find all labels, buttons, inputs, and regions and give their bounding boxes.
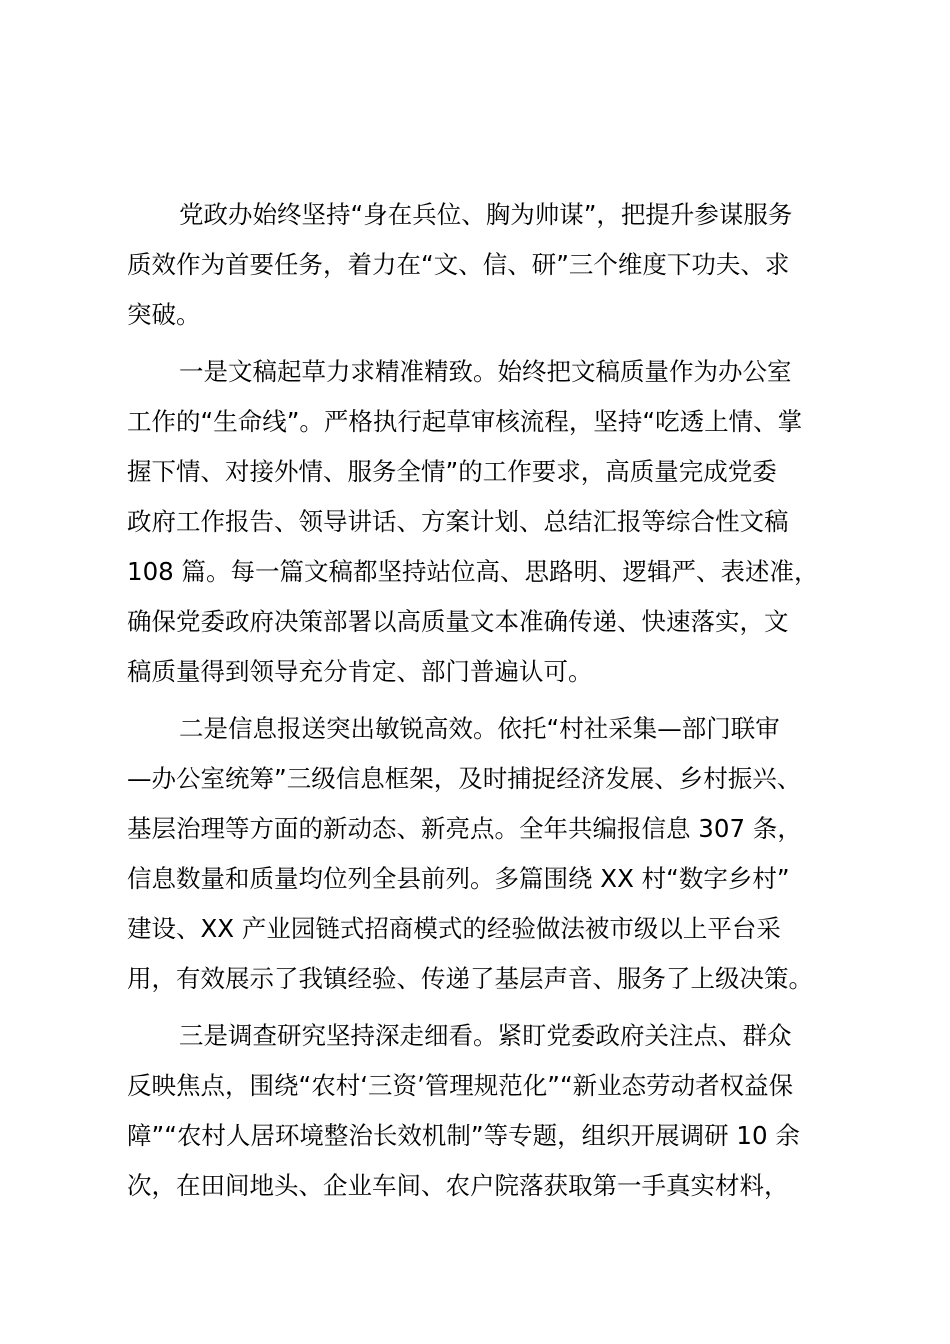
text-line: 二是信息报送突出敏锐高效。依托“村社采集—部门联审	[179, 714, 780, 743]
paragraph-information	[127, 704, 847, 1004]
text-line: 政府工作报告、领导讲话、方案计划、总结汇报等综合性文稿	[127, 507, 789, 536]
text-line: 信息数量和质量均位列全县前列。多篇围绕 XX 村“数字乡村”	[127, 864, 790, 893]
text-line: 质效作为首要任务，着力在“文、信、研”三个维度下功夫、求	[127, 250, 790, 279]
text-line: 障”“农村人居环境整治长效机制”等专题，组织开展调研 10 余	[127, 1121, 800, 1150]
text-line: 三是调查研究坚持深走细看。紧盯党委政府关注点、群众	[179, 1021, 792, 1050]
text-line: 工作的“生命线”。严格执行起草审核流程，坚持“吃透上情、掌	[127, 407, 803, 436]
text-line: 108 篇。每一篇文稿都坚持站位高、思路明、逻辑严、表述准，	[127, 557, 819, 586]
text-line: 基层治理等方面的新动态、新亮点。全年共编报信息 307 条，	[127, 814, 802, 843]
document-body	[127, 190, 847, 1211]
paragraph-spacer	[127, 340, 847, 347]
text-line: 稿质量得到领导充分肯定、部门普遍认可。	[127, 657, 593, 686]
text-line: 建设、XX 产业园链式招商模式的经验做法被市级以上平台采	[127, 914, 781, 943]
text-line: 一是文稿起草力求精准精致。始终把文稿质量作为办公室	[179, 357, 792, 386]
text-line: 次，在田间地头、企业车间、农户院落获取第一手真实材料，	[127, 1171, 789, 1200]
paragraph-drafting	[127, 347, 847, 697]
paragraph-spacer	[127, 697, 847, 704]
text-line: 握下情、对接外情、服务全情”的工作要求，高质量完成党委	[127, 457, 777, 486]
text-line: 突破。	[127, 300, 201, 329]
text-line: 党政办始终坚持“身在兵位、胸为帅谋”，把提升参谋服务	[179, 200, 793, 229]
text-line: 确保党委政府决策部署以高质量文本准确传递、快速落实，文	[127, 607, 789, 636]
text-line: 用，有效展示了我镇经验、传递了基层声音、服务了上级决策。	[127, 964, 813, 993]
text-line: 反映焦点，围绕“农村‘三资’管理规范化”“新业态劳动者权益保	[127, 1071, 794, 1100]
paragraph-intro	[127, 190, 847, 340]
paragraph-spacer	[127, 1004, 847, 1011]
paragraph-research	[127, 1011, 847, 1211]
text-line: —办公室统筹”三级信息框架，及时捕捉经济发展、乡村振兴、	[127, 764, 802, 793]
